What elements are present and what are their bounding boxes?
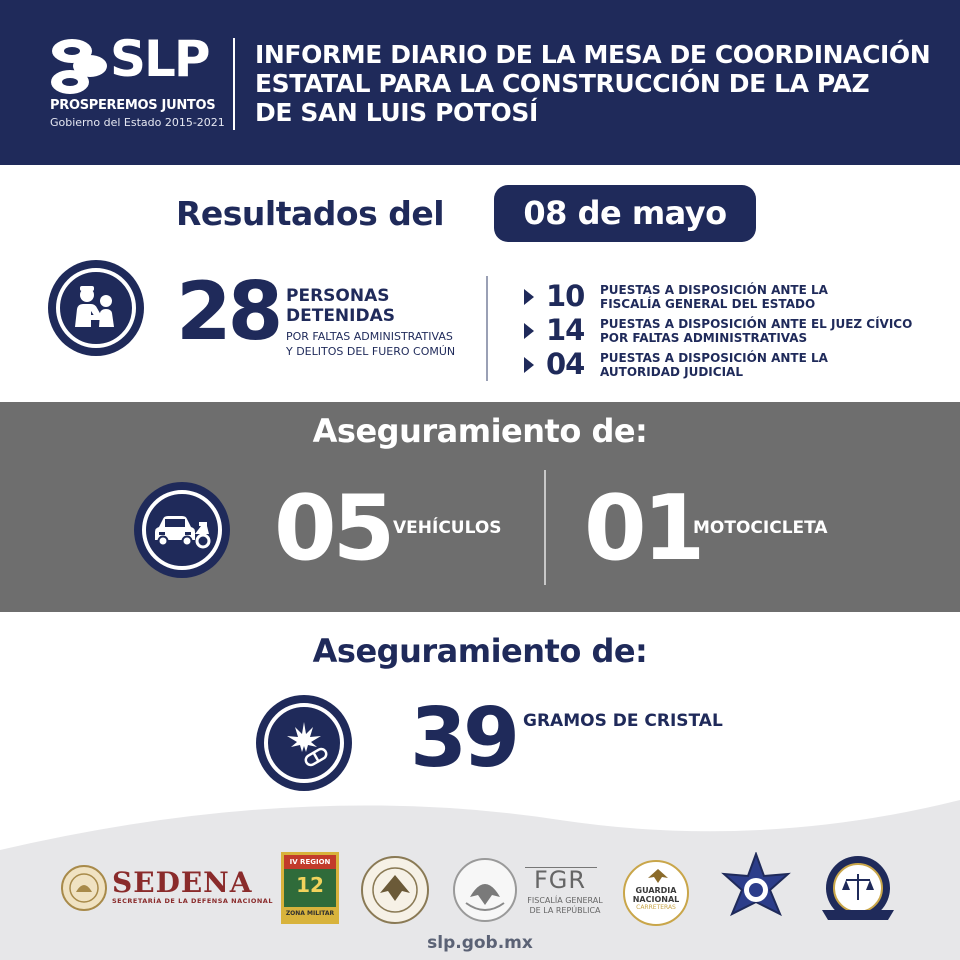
breakdown-item [524,280,924,314]
sedena-subtitle: SECRETARÍA DE LA DEFENSA NACIONAL [112,897,273,905]
motorcycle-label: MOTOCICLETA [693,518,828,538]
breakdown-item [524,348,924,382]
motorcycle-count: 01 [584,476,702,581]
drugs-icon-circle [256,695,352,791]
arrow-right-icon [524,357,534,373]
sedena-logo-text: SEDENA [112,866,253,899]
arrow-right-icon [524,323,534,339]
breakdown-line: PUESTAS A DISPOSICIÓN ANTE LA [600,351,828,365]
date-badge: 08 de mayo [494,185,756,242]
carreteras-line-1: GUARDIA [635,886,677,895]
vehicles-title: Aseguramiento de: [312,412,648,450]
detained-label-2: DETENIDAS [286,306,395,326]
drugs-icon [277,716,331,770]
zona-militar-badge[interactable] [281,852,339,924]
breakdown-count: 10 [546,279,585,313]
eagle-icon [647,868,669,884]
header-divider [233,38,235,130]
breakdown-line: POR FALTAS ADMINISTRATIVAS [600,331,808,345]
fgr-logo-text: FGR [534,866,587,894]
results-title: Resultados del [176,194,445,233]
sedena-seal-icon[interactable] [60,864,108,912]
title-line-2: ESTATAL PARA LA CONSTRUCCIÓN DE LA PAZ [255,69,870,98]
title-line-3: DE SAN LUIS POTOSÍ [255,98,538,127]
results-divider [486,276,488,381]
detained-count: 28 [176,265,280,358]
drugs-title: Aseguramiento de: [312,632,648,670]
vehicles-divider [544,470,546,585]
title-line-1: INFORME DIARIO DE LA MESA DE COORDINACIÓN [255,40,931,69]
slp-logo[interactable] [48,30,225,136]
guardia-carreteras-badge[interactable] [623,860,689,926]
breakdown-text [600,351,828,379]
zona-militar-bottom: ZONA MILITAR [284,907,336,921]
breakdown-count: 14 [546,313,585,347]
detained-label-1: PERSONAS [286,286,390,306]
drugs-count: 39 [410,691,517,786]
mexico-coat-of-arms-icon[interactable] [452,857,518,923]
vehicles-icon-circle [134,482,230,578]
car-motorcycle-icon [151,510,213,550]
fiscalia-estado-seal-icon[interactable] [818,852,898,928]
breakdown-line: AUTORIDAD JUDICIAL [600,365,743,379]
carreteras-line-2: NACIONAL [632,895,680,904]
detained-detail-1: POR FALTAS ADMINISTRATIVAS [286,330,453,343]
detained-icon-circle [48,260,144,356]
vehicles-count: 05 [274,476,392,581]
detained-detail-2: Y DELITOS DEL FUERO COMÚN [286,345,456,358]
breakdown-text [600,317,912,345]
drugs-label: GRAMOS DE CRISTAL [523,711,723,731]
zona-militar-top: IV REGION [284,855,336,869]
breakdown-line: PUESTAS A DISPOSICIÓN ANTE LA [600,283,828,297]
detained-persons-icon [69,281,123,335]
breakdown-text [600,283,828,311]
logo-word: SLP [110,30,209,88]
breakdown-line: FISCALÍA GENERAL DEL ESTADO [600,297,816,311]
breakdown-item [524,314,924,348]
police-star-badge-icon[interactable] [718,852,794,928]
slp-logo-mark-icon [50,36,108,96]
website-link[interactable]: slp.gob.mx [427,933,533,953]
carreteras-line-3: CARRETERAS [636,904,676,911]
arrow-right-icon [524,289,534,305]
logo-subtitle: Gobierno del Estado 2015-2021 [50,116,225,129]
guardia-nacional-seal-icon[interactable] [360,855,430,925]
zona-militar-number: 12 [296,873,324,897]
vehicles-label: VEHÍCULOS [393,518,502,538]
breakdown-count: 04 [546,347,585,381]
fgr-subtitle: FISCALÍA GENERAL DE LA REPÚBLICA [527,896,603,915]
breakdown-line: PUESTAS A DISPOSICIÓN ANTE EL JUEZ CÍVICO [600,317,913,331]
logo-tagline: PROSPEREMOS JUNTOS [50,98,216,113]
header [0,0,960,165]
page-title [255,40,945,127]
